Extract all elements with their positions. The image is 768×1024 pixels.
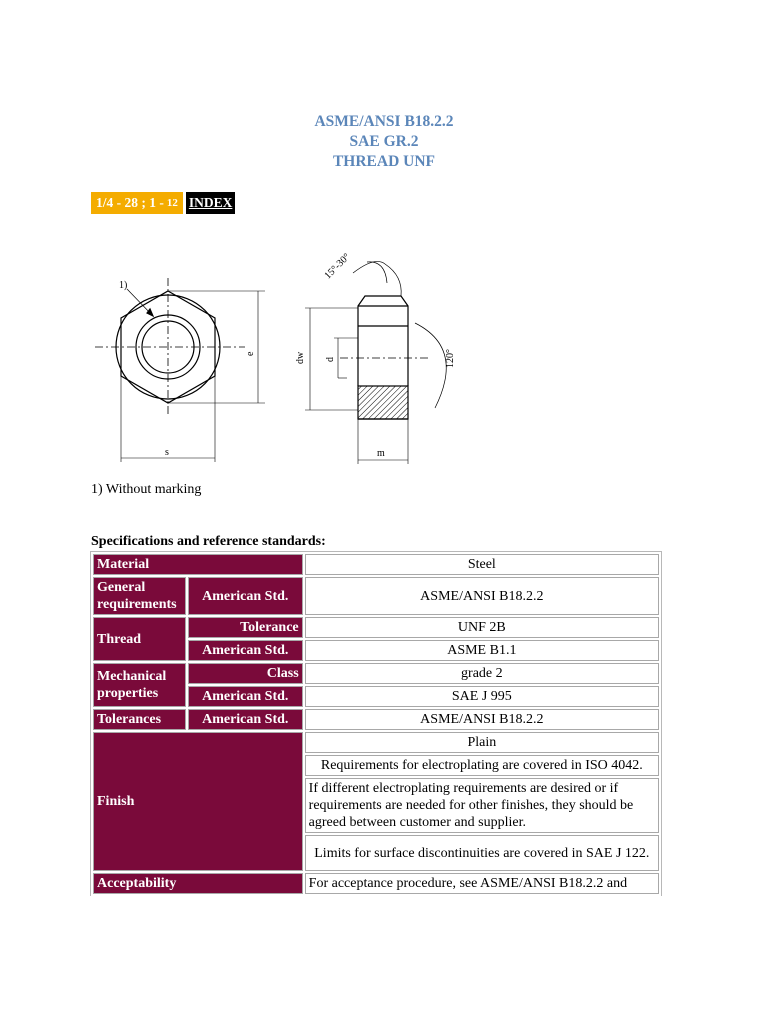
size-nav: [91, 192, 235, 214]
front-view: [95, 278, 265, 462]
general-sub: American Std.: [188, 577, 303, 615]
tolerances-label: Tolerances: [93, 709, 186, 730]
spec-table: [90, 551, 662, 897]
table-row: [93, 617, 659, 638]
mechanical-class-sub: Class: [188, 663, 303, 684]
page-bottom-margin: [0, 896, 768, 1024]
general-value: ASME/ANSI B18.2.2: [305, 577, 659, 615]
finish-plain: Plain: [305, 732, 659, 753]
finish-other: If different electroplating requirements are desired or if requirements are needed for other finishes, they should be agreed between customer and supplier.: [305, 778, 659, 833]
dim-e-label: e: [245, 351, 256, 356]
table-row: [93, 554, 659, 575]
material-label: Material: [93, 554, 303, 575]
finish-discontinuities: Limits for surface discontinuities are covered in SAE J 122.: [305, 835, 659, 871]
mechanical-label: Mechanical properties: [93, 663, 186, 707]
document-title: [0, 112, 768, 172]
title-standard: ASME/ANSI B18.2.2: [314, 113, 454, 130]
index-link[interactable]: INDEX: [186, 192, 236, 214]
thread-tolerance-sub: Tolerance: [188, 617, 303, 638]
table-row: [93, 709, 659, 730]
dim-dw-label: dw: [295, 351, 306, 364]
thread-std-sub: American Std.: [188, 640, 303, 661]
thread-tolerance-value: UNF 2B: [305, 617, 659, 638]
table-row: [93, 873, 659, 894]
finish-electroplating: Requirements for electroplating are covered in ISO 4042.: [305, 755, 659, 776]
mechanical-std-value: SAE J 995: [305, 686, 659, 707]
title-thread: THREAD UNF: [332, 153, 436, 170]
title-grade: SAE GR.2: [349, 133, 419, 150]
material-value: Steel: [305, 554, 659, 575]
table-row: [93, 732, 659, 753]
finish-label: Finish: [93, 732, 303, 871]
angle-top-label: 15°-30°: [322, 251, 353, 282]
tolerances-sub: American Std.: [188, 709, 303, 730]
acceptability-label: Acceptability: [93, 873, 303, 894]
marking-note: 1) Without marking: [91, 482, 202, 497]
dim-s-label: s: [165, 447, 169, 458]
general-label: General requirements: [93, 577, 186, 615]
dim-d-label: d: [325, 357, 336, 362]
table-row: [93, 663, 659, 684]
thread-label: Thread: [93, 617, 186, 661]
table-row: [93, 577, 659, 615]
spec-heading: Specifications and reference standards:: [91, 534, 326, 549]
tolerances-value: ASME/ANSI B18.2.2: [305, 709, 659, 730]
angle-side-label: 120°: [445, 349, 456, 368]
dim-m-label: m: [377, 448, 385, 459]
mechanical-class-value: grade 2: [305, 663, 659, 684]
mechanical-std-sub: American Std.: [188, 686, 303, 707]
size-range-link[interactable]: 1/4 - 28 ; 1 - 12: [91, 192, 183, 214]
thread-std-value: ASME B1.1: [305, 640, 659, 661]
marking-label: 1): [119, 280, 128, 291]
hex-nut-drawing: [85, 238, 465, 468]
acceptability-value: For acceptance procedure, see ASME/ANSI B18.2.2 and: [305, 873, 659, 894]
